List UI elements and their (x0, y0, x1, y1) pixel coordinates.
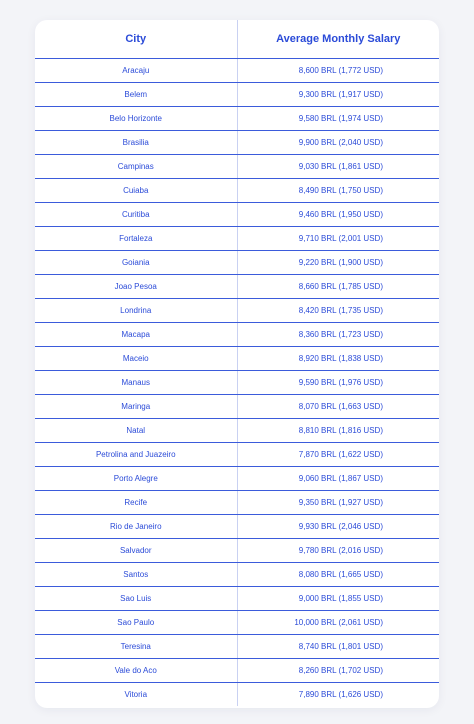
table-row (35, 347, 439, 371)
table-row (35, 419, 439, 443)
table-row (35, 107, 439, 131)
city-cell: Recife (35, 491, 237, 515)
table-row (35, 275, 439, 299)
salary-cell: 8,360 BRL (1,723 USD) (237, 323, 439, 347)
table-row (35, 251, 439, 275)
table-row (35, 155, 439, 179)
table-row (35, 467, 439, 491)
city-cell: Maceio (35, 347, 237, 371)
table-row (35, 179, 439, 203)
table-row (35, 683, 439, 707)
city-cell: Belem (35, 83, 237, 107)
table-row (35, 611, 439, 635)
salary-cell: 8,070 BRL (1,663 USD) (237, 395, 439, 419)
salary-cell: 7,890 BRL (1,626 USD) (298, 690, 383, 699)
table-row (35, 83, 439, 107)
salary-cell: 9,590 BRL (1,976 USD) (237, 371, 439, 395)
salary-cell: 8,420 BRL (1,735 USD) (237, 299, 439, 323)
table-row (35, 395, 439, 419)
city-cell: Curitiba (35, 203, 237, 227)
table-row (35, 515, 439, 539)
header-city: City (35, 20, 237, 59)
city-cell: Porto Alegre (35, 467, 237, 491)
salary-cell: 8,920 BRL (1,838 USD) (237, 347, 439, 371)
salary-cell: 7,870 BRL (1,622 USD) (237, 443, 439, 467)
header-row (35, 20, 439, 59)
salary-cell: 9,060 BRL (1,867 USD) (237, 467, 439, 491)
table-row (35, 323, 439, 347)
table-row (35, 491, 439, 515)
salary-cell: 8,260 BRL (1,702 USD) (237, 659, 439, 683)
table-row (35, 131, 439, 155)
table-row (35, 371, 439, 395)
city-cell: Goiania (35, 251, 237, 275)
city-cell: Campinas (35, 155, 237, 179)
city-cell: Macapa (35, 323, 237, 347)
salary-cell: 8,740 BRL (1,801 USD) (237, 635, 439, 659)
city-cell: Fortaleza (35, 227, 237, 251)
salary-cell: 9,030 BRL (1,861 USD) (237, 155, 439, 179)
salary-cell: 9,350 BRL (1,927 USD) (237, 491, 439, 515)
salary-cell: 8,080 BRL (1,665 USD) (237, 563, 439, 587)
table-body (35, 59, 439, 707)
city-cell: Maringa (35, 395, 237, 419)
salary-cell: 9,780 BRL (2,016 USD) (237, 539, 439, 563)
city-cell: Aracaju (35, 59, 237, 83)
city-cell: Rio de Janeiro (35, 515, 237, 539)
table-row (35, 563, 439, 587)
city-cell: Natal (35, 419, 237, 443)
table-row (35, 443, 439, 467)
salary-cell: 9,220 BRL (1,900 USD) (237, 251, 439, 275)
salary-cell: 9,300 BRL (1,917 USD) (237, 83, 439, 107)
salary-table (35, 20, 439, 706)
city-cell: Teresina (35, 635, 237, 659)
table-row (35, 59, 439, 83)
table-row (35, 203, 439, 227)
table-row (35, 539, 439, 563)
table-row (35, 299, 439, 323)
table-header (35, 20, 439, 59)
salary-cell: 10,000 BRL (2,061 USD) (237, 611, 439, 635)
city-cell: Manaus (35, 371, 237, 395)
salary-cell: 9,710 BRL (2,001 USD) (237, 227, 439, 251)
city-cell: Joao Pesoa (35, 275, 237, 299)
salary-cell: 9,580 BRL (1,974 USD) (237, 107, 439, 131)
city-cell: Belo Horizonte (35, 107, 237, 131)
city-cell: Santos (35, 563, 237, 587)
salary-cell: 8,810 BRL (1,816 USD) (237, 419, 439, 443)
salary-cell: 8,490 BRL (1,750 USD) (237, 179, 439, 203)
table-row (35, 227, 439, 251)
salary-cell: 9,460 BRL (1,950 USD) (237, 203, 439, 227)
city-cell: Brasilia (35, 131, 237, 155)
city-cell: Salvador (35, 539, 237, 563)
city-cell: Londrina (35, 299, 237, 323)
salary-cell: 8,660 BRL (1,785 USD) (237, 275, 439, 299)
city-cell: Vitoria (35, 683, 237, 707)
city-cell: Cuiaba (35, 179, 237, 203)
city-cell: Petrolina and Juazeiro (35, 443, 237, 467)
table-row (35, 659, 439, 683)
header-average-monthly-salary: Average Monthly Salary (237, 20, 439, 59)
city-cell: Vale do Aco (35, 659, 237, 683)
salary-cell: 8,600 BRL (1,772 USD) (237, 59, 439, 83)
table-row (35, 635, 439, 659)
salary-cell: 9,930 BRL (2,046 USD) (237, 515, 439, 539)
salary-cell: 9,900 BRL (2,040 USD) (237, 131, 439, 155)
table-row (35, 587, 439, 611)
salary-table-card (35, 20, 439, 708)
salary-cell: 9,000 BRL (1,855 USD) (237, 587, 439, 611)
city-cell: Sao Paulo (35, 611, 237, 635)
city-cell: Sao Luis (35, 587, 237, 611)
